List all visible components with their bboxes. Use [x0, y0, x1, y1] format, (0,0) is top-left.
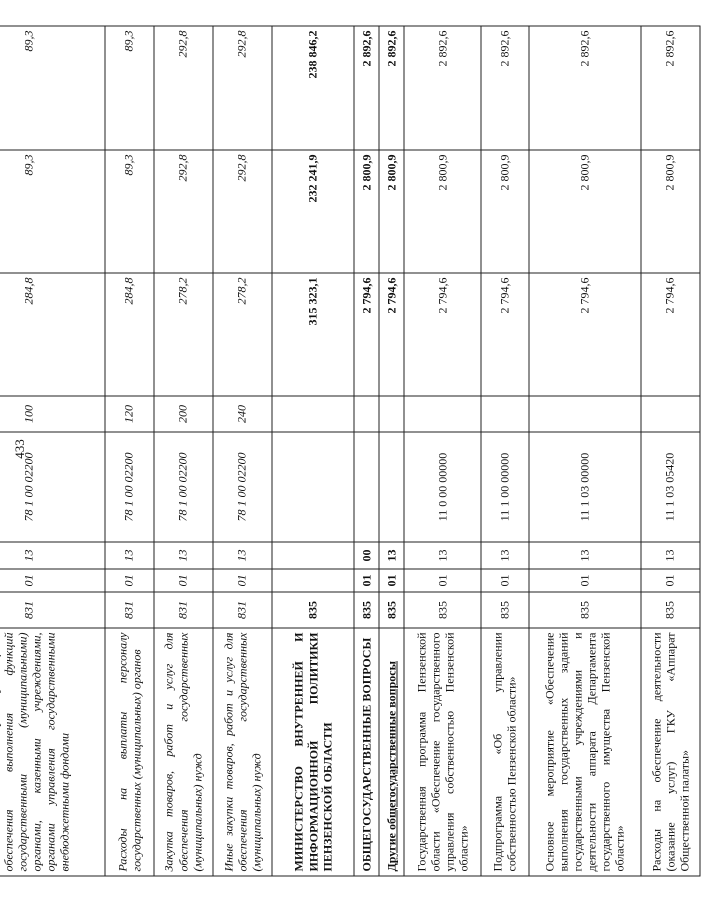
row-ved: 835: [354, 592, 379, 628]
row-rz: 01: [154, 569, 213, 592]
row-2023: 2 800,9: [354, 150, 379, 273]
table-row: [0, 26, 105, 876]
row-name: обеспечения выполнения функций государственными (муниципальными) органами, казенными учреждениями, органами управления государственными внебюджетными фондами: [0, 628, 105, 876]
row-csr: 11 1 00 00000: [481, 432, 528, 542]
row-vr: [354, 396, 379, 432]
row-name: Расходы на выплаты персоналу государственных (муниципальных) органов: [105, 628, 154, 876]
table-row-subsection: [379, 26, 404, 876]
row-rz: 01: [105, 569, 154, 592]
row-pr: 13: [641, 542, 700, 569]
row-pr: 00: [354, 542, 379, 569]
row-2024: 2 892,6: [481, 26, 528, 150]
row-2024: 2 892,6: [379, 26, 404, 150]
row-rz: [272, 569, 354, 592]
row-csr: 11 1 03 00000: [529, 432, 641, 542]
row-ved: 835: [481, 592, 528, 628]
table-row: [105, 26, 154, 876]
row-ved: 835: [404, 592, 481, 628]
table-row: [154, 26, 213, 876]
row-2024: 292,8: [213, 26, 272, 150]
row-vr: [529, 396, 641, 432]
row-2022: 284,8: [0, 273, 105, 396]
row-csr: 78 1 00 02200: [154, 432, 213, 542]
row-rz: 01: [379, 569, 404, 592]
row-vr: [481, 396, 528, 432]
rotated-table-container: [0, 27, 701, 877]
row-vr: [272, 396, 354, 432]
row-2022: 284,8: [105, 273, 154, 396]
table-row: [641, 26, 700, 876]
row-csr: 78 1 00 02200: [105, 432, 154, 542]
row-2023: 2 800,9: [641, 150, 700, 273]
row-2022: 2 794,6: [404, 273, 481, 396]
row-2024: 2 892,6: [404, 26, 481, 150]
row-ved: 831: [105, 592, 154, 628]
row-2023: 232 241,9: [272, 150, 354, 273]
row-vr: [379, 396, 404, 432]
row-2023: 2 800,9: [481, 150, 528, 273]
row-pr: 13: [213, 542, 272, 569]
row-2022: 278,2: [213, 273, 272, 396]
row-vr: [641, 396, 700, 432]
row-2022: 278,2: [154, 273, 213, 396]
row-2024: 238 846,2: [272, 26, 354, 150]
row-2024: 89,3: [0, 26, 105, 150]
row-name: ОБЩЕГОСУДАРСТВЕННЫЕ ВОПРОСЫ: [354, 628, 379, 876]
row-2022: 2 794,6: [481, 273, 528, 396]
row-pr: [272, 542, 354, 569]
row-rz: 01: [354, 569, 379, 592]
row-name: Подпрограмма «Об управлении собственностью Пензенской области»: [481, 628, 528, 876]
table-row: [529, 26, 641, 876]
row-vr: [404, 396, 481, 432]
row-pr: 13: [379, 542, 404, 569]
row-csr: 11 0 00 00000: [404, 432, 481, 542]
row-2023: 2 800,9: [379, 150, 404, 273]
row-rz: 01: [404, 569, 481, 592]
row-csr: 78 1 00 02200: [0, 432, 105, 542]
row-pr: 13: [105, 542, 154, 569]
row-ved: 831: [213, 592, 272, 628]
row-ved: 831: [0, 592, 105, 628]
row-name: Государственная программа Пензенской области «Обеспечение государственного управления собственностью Пензенской области»: [404, 628, 481, 876]
row-2023: 89,3: [105, 150, 154, 273]
row-2023: 2 800,9: [404, 150, 481, 273]
row-pr: 13: [481, 542, 528, 569]
row-pr: 13: [404, 542, 481, 569]
row-name: Основное мероприятие «Обеспечение выполнения государственных заданий государственными учреждениями и деятельности аппарата Департамента государственного имущества Пензенской области»: [529, 628, 641, 876]
row-name: Другие общегосударственные вопросы: [379, 628, 404, 876]
row-ved: 831: [154, 592, 213, 628]
row-2024: 2 892,6: [354, 26, 379, 150]
table-row: [481, 26, 528, 876]
row-2024: 89,3: [105, 26, 154, 150]
row-csr: [272, 432, 354, 542]
row-vr: 200: [154, 396, 213, 432]
row-name: Закупка товаров, работ и услуг для обеспечения государственных (муниципальных) нужд: [154, 628, 213, 876]
table-row: [213, 26, 272, 876]
row-2024: 292,8: [154, 26, 213, 150]
row-vr: 120: [105, 396, 154, 432]
row-rz: 01: [641, 569, 700, 592]
row-2022: 315 323,1: [272, 273, 354, 396]
row-2022: 2 794,6: [354, 273, 379, 396]
row-name: МИНИСТЕРСТВО ВНУТРЕННЕЙ И ИНФОРМАЦИОННОЙ ПОЛИТИКИ ПЕНЗЕНСКОЙ ОБЛАСТИ: [272, 628, 354, 876]
row-2023: 89,3: [0, 150, 105, 273]
row-csr: 11 1 03 05420: [641, 432, 700, 542]
row-ved: 835: [272, 592, 354, 628]
row-name: Расходы на обеспечение деятельности (оказание услуг) ГКУ «Аппарат Общественной палаты»: [641, 628, 700, 876]
row-pr: 13: [0, 542, 105, 569]
row-name: Иные закупки товаров, работ и услуг для обеспечения государственных (муниципальных) нужд: [213, 628, 272, 876]
row-ved: 835: [641, 592, 700, 628]
row-2023: 292,8: [213, 150, 272, 273]
table-row-section: [354, 26, 379, 876]
row-csr: [379, 432, 404, 542]
row-pr: 13: [154, 542, 213, 569]
row-ved: 835: [529, 592, 641, 628]
row-csr: 78 1 00 02200: [213, 432, 272, 542]
row-vr: 240: [213, 396, 272, 432]
row-vr: 100: [0, 396, 105, 432]
row-2024: 2 892,6: [641, 26, 700, 150]
row-rz: 01: [213, 569, 272, 592]
row-rz: 01: [529, 569, 641, 592]
row-ved: 835: [379, 592, 404, 628]
row-rz: 01: [481, 569, 528, 592]
row-2022: 2 794,6: [379, 273, 404, 396]
row-pr: 13: [529, 542, 641, 569]
row-2023: 292,8: [154, 150, 213, 273]
table-row: [404, 26, 481, 876]
table-row-ministry: [272, 26, 354, 876]
budget-table: [0, 26, 701, 877]
row-2023: 2 800,9: [529, 150, 641, 273]
row-2022: 2 794,6: [641, 273, 700, 396]
page-number: 433: [12, 439, 27, 459]
row-rz: 01: [0, 569, 105, 592]
row-csr: [354, 432, 379, 542]
row-2024: 2 892,6: [529, 26, 641, 150]
row-2022: 2 794,6: [529, 273, 641, 396]
